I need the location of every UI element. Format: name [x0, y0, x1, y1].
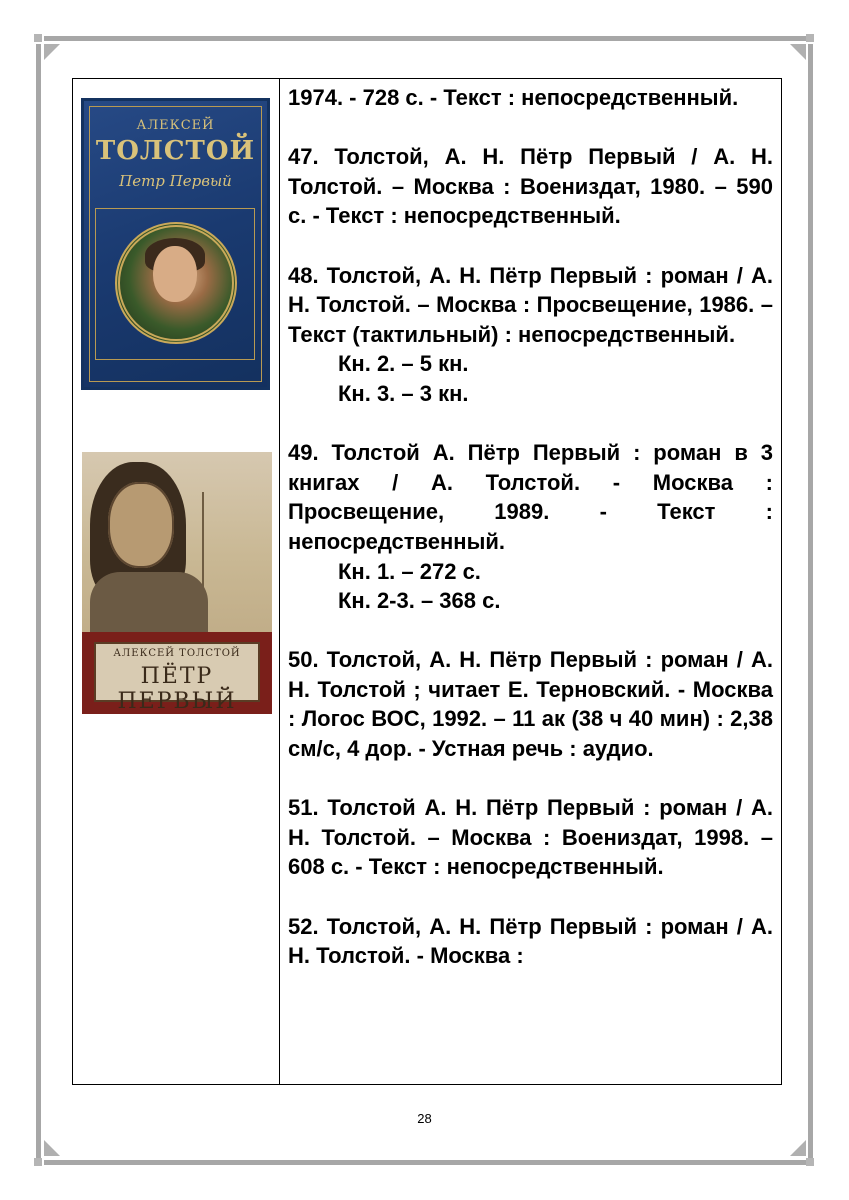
- bibliography-entry: 51. Толстой А. Н. Пётр Первый : роман / А. Н. Толстой. – Москва : Воениздат, 1998. – 608 с. - Текст : непосредственный.: [288, 795, 773, 880]
- frame-corner-triangle: [44, 44, 60, 60]
- cover2-author: АЛЕКСЕЙ ТОЛСТОЙ: [113, 648, 241, 659]
- frame-corner-ornament: [34, 1158, 42, 1166]
- cover1-author: АЛЕКСЕЙ: [136, 118, 215, 133]
- volume-line: Кн. 3. – 3 кн.: [338, 380, 469, 406]
- book-cover-blue: [81, 98, 270, 390]
- bibliography-column-cell: [279, 78, 782, 1085]
- bibliography-entry: 47. Толстой, А. Н. Пётр Первый / А. Н. Толстой. – Москва : Воениздат, 1980. – 590 с. - Текст : непосредственный.: [288, 144, 773, 229]
- bibliography-entry: 49. Толстой А. Пётр Первый : роман в 3 книгах / А. Толстой. - Москва : Просвещение, 1989. - Текст : непосредственный.: [288, 440, 773, 554]
- frame-corner-triangle: [44, 1140, 60, 1156]
- cover2-title-plate: [94, 642, 260, 714]
- bibliography-list: [288, 83, 773, 971]
- bibliography-entry-group: [288, 261, 773, 409]
- page-frame-right: [808, 44, 813, 1158]
- cover1-title: Петр Первый: [119, 172, 232, 190]
- frame-corner-ornament: [806, 1158, 814, 1166]
- cover2-city-sketch: [202, 492, 264, 602]
- cover1-surname: ТОЛСТОЙ: [95, 136, 256, 166]
- bibliography-entry: 52. Толстой, А. Н. Пётр Первый : роман / А. Н. Толстой. - Москва :: [288, 913, 773, 969]
- frame-corner-ornament: [806, 34, 814, 42]
- bibliography-entry-group: [288, 438, 773, 616]
- page-frame-bottom: [44, 1160, 808, 1165]
- page-frame-left: [36, 44, 41, 1158]
- frame-corner-ornament: [34, 34, 42, 42]
- book-cover-portrait: [82, 452, 272, 714]
- cover1-portrait-face: [153, 246, 197, 302]
- volume-line: Кн. 1. – 272 с.: [338, 558, 481, 584]
- bibliography-entry: 48. Толстой, А. Н. Пётр Первый : роман / А. Н. Толстой. – Москва : Просвещение, 1986. – Текст (тактильный) : непосредственный.: [288, 262, 773, 347]
- cover2-title: ПЁТР ПЕРВЫЙ: [117, 664, 237, 714]
- bibliography-entry: 50. Толстой, А. Н. Пётр Первый : роман / А. Н. Толстой ; читает Е. Терновский. - Москва : Логос ВОС, 1992. – 11 ак (38 ч 40 мин) : 2,38 см/с, 4 дор. - Устная речь : аудио.: [288, 647, 773, 762]
- volume-line: Кн. 2-3. – 368 с.: [338, 588, 501, 614]
- frame-corner-triangle: [790, 44, 806, 60]
- frame-corner-triangle: [790, 1140, 806, 1156]
- cover2-portrait-face: [108, 482, 174, 568]
- bibliography-entry: 1974. - 728 с. - Текст : непосредственный.: [288, 85, 739, 110]
- page-frame-top: [44, 36, 808, 41]
- page-number: 28: [417, 1111, 432, 1126]
- volume-line: Кн. 2. – 5 кн.: [338, 351, 469, 377]
